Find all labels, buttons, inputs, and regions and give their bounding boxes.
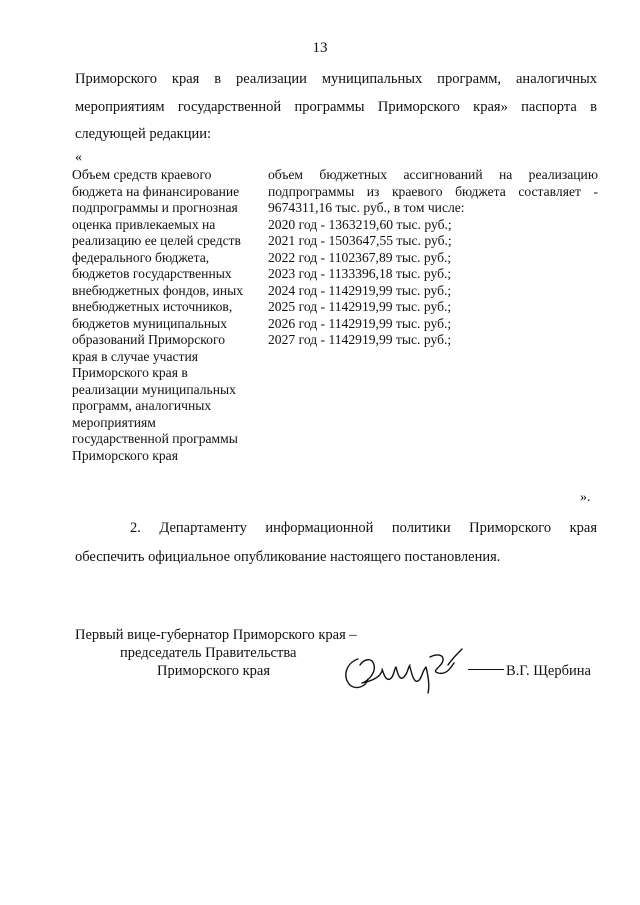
label-line: бюджета на финансирование (72, 183, 240, 199)
passport-field-value (268, 167, 598, 349)
signer (468, 663, 591, 680)
year-allocation: 2024 год - 1142919,99 тыс. руб.; (268, 282, 452, 298)
label-line: внебюджетных фондов, иных (72, 282, 244, 298)
signatory-title-line-2: председатель Правительства (120, 645, 297, 661)
page-number: 13 (312, 40, 328, 56)
year-allocation: 2026 год - 1142919,99 тыс. руб.; (268, 315, 452, 331)
value-line-3: 9674311,16 тыс. руб., в том числе: (268, 200, 465, 215)
intro-paragraph (75, 66, 597, 149)
label-line: края в случае участия (72, 348, 198, 364)
handwritten-signature (338, 645, 468, 695)
signatory-title-line-3: Приморского края (157, 663, 271, 679)
label-line: Приморского края (72, 447, 178, 463)
year-allocation: 2021 год - 1503647,55 тыс. руб.; (268, 233, 452, 248)
intro-line-2: мероприятиям государственной программы Приморского края» паспорта в (75, 98, 597, 115)
year-allocation: 2020 год - 1363219,60 тыс. руб.; (268, 216, 452, 232)
signatory-title-line-1: Первый вице-губернатор Приморского края – (75, 627, 357, 643)
label-line: бюджетов государственных (72, 266, 232, 281)
year-allocation: 2027 год - 1142919,99 тыс. руб.; (268, 332, 452, 347)
label-line: мероприятиям (72, 414, 156, 430)
passport-field-label (72, 167, 262, 464)
signature-dash (468, 669, 504, 670)
label-line: Приморского края в (72, 365, 188, 380)
label-line: реализации муниципальных (72, 381, 236, 397)
paragraph-2-line-2: обеспечить официальное опубликование настоящего постановления. (75, 549, 501, 565)
label-line: оценка привлекаемых на (72, 216, 216, 232)
label-line: федерального бюджета, (72, 249, 210, 265)
year-allocation: 2025 год - 1142919,99 тыс. руб.; (268, 299, 452, 314)
label-line: программ, аналогичных (72, 398, 212, 413)
label-line: образований Приморского (72, 332, 225, 347)
value-line-2: подпрограммы из краевого бюджета составляет - (268, 183, 598, 199)
label-line: внебюджетных источников, (72, 299, 233, 314)
year-allocation: 2023 год - 1133396,18 тыс. руб.; (268, 266, 452, 281)
label-line: Объем средств краевого (72, 167, 212, 182)
label-line: реализацию ее целей средств (72, 233, 241, 248)
value-line-1: объем бюджетных ассигнований на реализацию (268, 167, 598, 182)
paragraph-2-line-1: 2. Департаменту информационной политики Приморского края (130, 520, 597, 536)
signer-name: В.Г. Щербина (506, 663, 591, 679)
quote-open: « (75, 150, 82, 165)
intro-line-3: следующей редакции: (75, 126, 212, 142)
quote-close: ». (580, 490, 591, 505)
label-line: бюджетов муниципальных (72, 315, 228, 331)
label-line: государственной программы (72, 431, 238, 446)
intro-line-1: Приморского края в реализации муниципальных программ, аналогичных (75, 71, 597, 87)
label-line: подпрограммы и прогнозная (72, 200, 238, 215)
year-allocation: 2022 год - 1102367,89 тыс. руб.; (268, 249, 452, 265)
